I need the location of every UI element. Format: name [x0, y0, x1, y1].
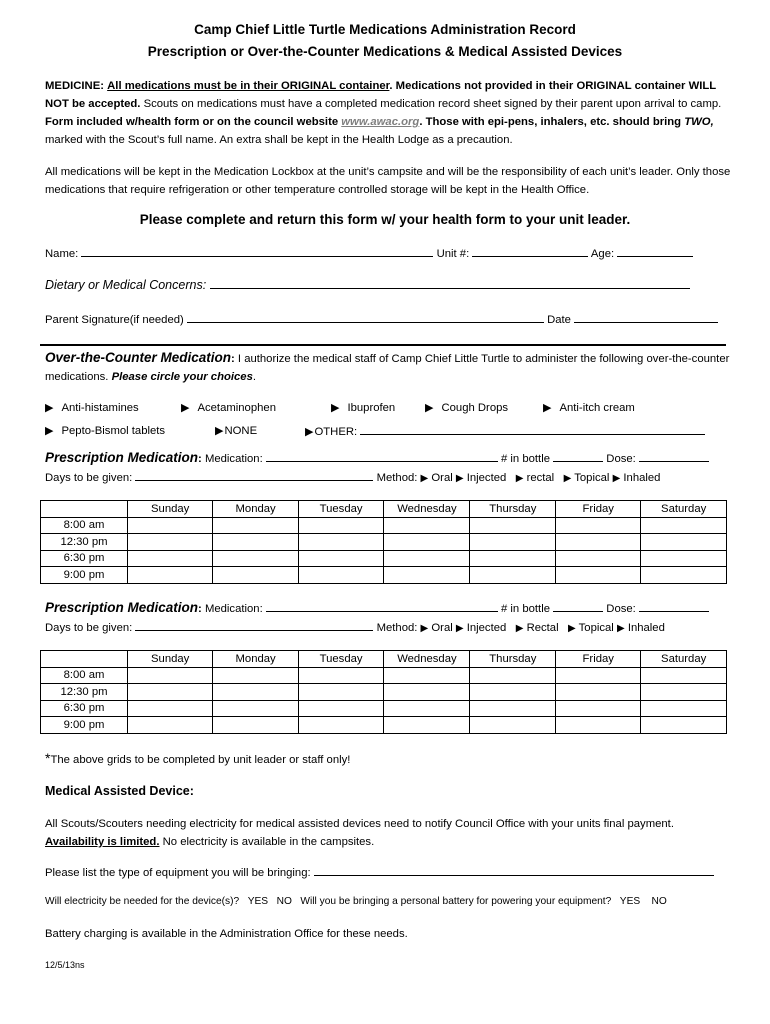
equipment-field[interactable] [314, 865, 714, 876]
footer-code: 12/5/13ns [45, 960, 85, 970]
otc-option-other[interactable] [305, 424, 705, 438]
parent-signature-row [45, 311, 718, 329]
rx2-method-topical[interactable]: ▶ Topical [568, 622, 614, 634]
grid-day-header: Sunday [127, 651, 212, 668]
rx2-heading: Prescription Medication [45, 600, 199, 615]
grid-cell[interactable] [556, 517, 641, 534]
grid-day-header: Friday [556, 501, 641, 518]
otc-period: . [252, 371, 256, 383]
otc-paragraph [45, 349, 735, 386]
grid-cell[interactable] [213, 717, 298, 734]
grid-cell[interactable] [127, 550, 212, 567]
name-label: Name: [45, 248, 79, 260]
grid-day-header: Wednesday [384, 651, 470, 668]
grid-day-header: Wednesday [384, 501, 470, 518]
grid-cell[interactable] [127, 534, 212, 551]
rx1-method-inhaled[interactable]: ▶ Inhaled [612, 472, 661, 484]
arrow-right-icon: ▶ [45, 425, 54, 437]
grid-cell[interactable] [298, 517, 384, 534]
device-heading: Medical Assisted Device: [45, 784, 194, 798]
grid-cell[interactable] [298, 717, 384, 734]
otc-option-none[interactable] [215, 424, 257, 437]
rx2-days-field[interactable] [135, 620, 373, 631]
rx2-days-label: Days to be given: [45, 622, 133, 634]
rx1-method-topical[interactable]: ▶ Topical [563, 472, 610, 484]
grid-note-star: * [45, 750, 51, 766]
grid-cell[interactable] [127, 517, 212, 534]
rx2-medication-row: Prescription Medication: Medication: # in bottle Dose: [45, 599, 709, 618]
rx2-dose-field[interactable] [639, 601, 709, 612]
grid-time-label: 9:00 pm [41, 717, 128, 734]
grid-cell[interactable] [384, 700, 470, 717]
option-label: Anti-itch cream [559, 402, 635, 414]
battery-question: Will you be bringing a personal battery for powering your equipment? [300, 896, 612, 907]
grid-corner [41, 651, 128, 668]
grid-cell[interactable] [213, 684, 298, 701]
otc-option-cough-drops[interactable] [425, 401, 508, 414]
option-label: Anti-histamines [61, 402, 139, 414]
rx2-dose-label: Dose: [606, 603, 636, 615]
grid-time-label: 9:00 pm [41, 567, 128, 584]
grid-row [41, 667, 727, 684]
grid-cell[interactable] [641, 567, 727, 584]
grid-cell[interactable] [470, 667, 556, 684]
grid-row [41, 517, 727, 534]
epi-pens-text: . Those with epi-pens, inhalers, etc. should bring [419, 116, 685, 128]
medicine-label: MEDICINE: [45, 80, 104, 92]
grid-day-header: Saturday [641, 651, 727, 668]
rx1-medication-field[interactable] [266, 451, 498, 462]
grid-cell[interactable] [384, 567, 470, 584]
grid-day-header: Sunday [127, 501, 212, 518]
grid-day-header: Thursday [470, 501, 556, 518]
form-title: Camp Chief Little Turtle Medications Administration Record [194, 22, 576, 37]
rx1-days-field[interactable] [135, 470, 373, 481]
grid-row [41, 567, 727, 584]
rx2-medication-label: Medication: [204, 603, 263, 615]
grid-cell[interactable] [298, 667, 384, 684]
grid-day-header: Tuesday [298, 501, 384, 518]
medicine-paragraph [45, 77, 735, 149]
grid-corner [41, 501, 128, 518]
grid-day-header: Friday [556, 651, 641, 668]
grid-note-text: The above grids to be completed by unit leader or staff only! [50, 754, 351, 766]
availability-notice: Availability is limited. [45, 836, 160, 848]
grid-row [41, 684, 727, 701]
parent-signature-label: Parent Signature(if needed) [45, 314, 184, 326]
grid-cell[interactable] [127, 567, 212, 584]
grid-cell[interactable] [641, 684, 727, 701]
electricity-yes[interactable]: YES [247, 896, 269, 907]
rx2-bottle-field[interactable] [553, 601, 603, 612]
grid-cell[interactable] [470, 567, 556, 584]
form-subtitle: Prescription or Over-the-Counter Medications & Medical Assisted Devices [147, 44, 623, 59]
grid-cell[interactable] [470, 550, 556, 567]
rx1-medication-label: Medication: [204, 453, 263, 465]
age-label: Age: [590, 248, 615, 260]
dietary-row [45, 278, 690, 292]
grid-cell[interactable] [556, 700, 641, 717]
grid-time-label: 8:00 am [41, 517, 128, 534]
grid-cell[interactable] [641, 550, 727, 567]
option-label: OTHER: [314, 426, 358, 438]
device-text: All Scouts/Scouters needing electricity for medical assisted devices need to notify Council Office with your units final payment. [45, 818, 674, 830]
not-provided-text: . Medications not provided in their ORIGINAL container WILL NOT be accepted. [45, 80, 716, 110]
grid-cell[interactable] [556, 717, 641, 734]
marked-text: marked with the Scout’s full name. An extra shall be kept in the Health Lodge as a precaution. [45, 134, 513, 146]
grid-cell[interactable] [641, 667, 727, 684]
date-field[interactable] [574, 312, 718, 323]
grid-cell[interactable] [556, 550, 641, 567]
return-instruction: Please complete and return this form w/ your health form to your unit leader. [139, 212, 631, 227]
form-included-text: Form included w/health form or on the council website [45, 116, 342, 128]
grid-cell[interactable] [213, 517, 298, 534]
grid-cell[interactable] [641, 534, 727, 551]
record-sheet-text: Scouts on medications must have a completed medication record sheet signed by their parent upon arrival to camp. [140, 98, 722, 110]
grid-cell[interactable] [556, 567, 641, 584]
name-field[interactable] [81, 246, 433, 257]
grid-cell[interactable] [556, 534, 641, 551]
rx1-method-label: Method: [376, 472, 418, 484]
grid-cell[interactable] [298, 700, 384, 717]
grid-cell[interactable] [213, 567, 298, 584]
rx1-method-injected[interactable]: ▶ Injected [455, 472, 507, 484]
age-field[interactable] [617, 246, 693, 257]
lockbox-paragraph: All medications will be kept in the Medication Lockbox at the unit’s campsite and will be the responsibility of each unit’s leader. Only those medications that require refrigeration or other temperature controlled storage will be kept in the Health Office. [45, 166, 731, 196]
grid-cell[interactable] [556, 667, 641, 684]
otc-option-pepto-bismol[interactable] [45, 424, 165, 437]
other-field[interactable] [360, 424, 705, 435]
arrow-right-icon: ▶ [45, 402, 54, 414]
no-electricity-text: No electricity is available in the campsites. [159, 836, 375, 848]
grid-row [41, 550, 727, 567]
option-label: Pepto-Bismol tablets [61, 425, 166, 437]
grid-note [45, 749, 350, 769]
grid-row [41, 700, 727, 717]
original-rule: All medications must be in their ORIGINAL container [107, 80, 390, 92]
grid-cell[interactable] [470, 700, 556, 717]
grid-cell[interactable] [470, 717, 556, 734]
arrow-right-icon: ▶ [181, 402, 190, 414]
otc-circle-instruction: Please circle your choices [111, 371, 253, 383]
rx1-bottle-label: # in bottle [501, 453, 550, 465]
grid-time-label: 6:30 pm [41, 550, 128, 567]
date-label: Date [547, 314, 571, 326]
rx1-medication-row: Prescription Medication: Medication: # in bottle Dose: [45, 449, 709, 468]
rx2-medication-field[interactable] [266, 601, 498, 612]
grid-cell[interactable] [556, 684, 641, 701]
unit-field[interactable] [472, 246, 588, 257]
rx2-bottle-label: # in bottle [501, 603, 550, 615]
grid-cell[interactable] [384, 517, 470, 534]
grid-cell[interactable] [298, 534, 384, 551]
rx2-days-row [45, 619, 665, 638]
grid-day-header: Tuesday [298, 651, 384, 668]
grid-day-header: Monday [213, 501, 298, 518]
grid-cell[interactable] [127, 700, 212, 717]
otc-option-ibuprofen[interactable] [331, 401, 395, 414]
otc-option-antihistamines[interactable] [45, 401, 139, 414]
rx1-dose-field[interactable] [639, 451, 709, 462]
grid-cell[interactable] [470, 534, 556, 551]
dietary-field[interactable] [210, 278, 690, 289]
grid-time-label: 6:30 pm [41, 700, 128, 717]
rx1-schedule-grid [40, 500, 727, 584]
grid-cell[interactable] [641, 717, 727, 734]
council-website-link[interactable]: www.awac.org [341, 116, 420, 128]
equipment-row [45, 864, 714, 882]
rx1-bottle-field[interactable] [553, 451, 603, 462]
grid-cell[interactable] [384, 717, 470, 734]
two-text: TWO, [684, 116, 714, 128]
arrow-right-icon: ▶ [331, 402, 340, 414]
rx2-method-label: Method: [376, 622, 418, 634]
grid-day-header: Monday [213, 651, 298, 668]
grid-cell[interactable] [127, 667, 212, 684]
arrow-right-icon: ▶ [305, 426, 314, 438]
battery-charging-note: Battery charging is available in the Administration Office for these needs. [45, 928, 408, 940]
otc-option-acetaminophen[interactable] [181, 401, 276, 414]
rx1-heading: Prescription Medication [45, 450, 199, 465]
grid-time-label: 8:00 am [41, 667, 128, 684]
grid-cell[interactable] [127, 717, 212, 734]
option-label: NONE [224, 425, 258, 437]
battery-yes[interactable]: YES [619, 896, 641, 907]
grid-cell[interactable] [641, 700, 727, 717]
arrow-right-icon: ▶ [425, 402, 434, 414]
rx1-days-label: Days to be given: [45, 472, 133, 484]
rx1-dose-label: Dose: [606, 453, 636, 465]
arrow-right-icon: ▶ [543, 402, 552, 414]
battery-no[interactable]: NO [651, 896, 667, 907]
rx2-method-oral[interactable]: ▶ Oral [420, 622, 453, 634]
unit-label: Unit #: [436, 248, 470, 260]
grid-time-label: 12:30 pm [41, 684, 128, 701]
section-divider [40, 344, 726, 346]
arrow-right-icon: ▶ [215, 425, 224, 437]
option-label: Ibuprofen [347, 402, 396, 414]
grid-cell[interactable] [298, 550, 384, 567]
grid-cell[interactable] [384, 534, 470, 551]
equipment-label: Please list the type of equipment you will be bringing: [45, 867, 311, 879]
grid-row [41, 717, 727, 734]
electricity-question: Will electricity be needed for the device(s)? [45, 896, 240, 907]
grid-cell[interactable] [213, 534, 298, 551]
electricity-no[interactable]: NO [276, 896, 292, 907]
parent-signature-field[interactable] [187, 312, 544, 323]
rx1-method-oral[interactable]: ▶ Oral [420, 472, 453, 484]
name-row [45, 245, 693, 263]
device-paragraph [45, 815, 735, 851]
grid-cell[interactable] [213, 700, 298, 717]
grid-cell[interactable] [384, 667, 470, 684]
grid-cell[interactable] [470, 684, 556, 701]
grid-cell[interactable] [384, 550, 470, 567]
dietary-label: Dietary or Medical Concerns: [45, 278, 207, 292]
grid-cell[interactable] [213, 667, 298, 684]
grid-row [41, 534, 727, 551]
electricity-row [45, 896, 667, 907]
grid-cell[interactable] [641, 517, 727, 534]
otc-authorization: I authorize the medical staff of Camp Chief Little Turtle to administer the following over-the-counter medications. [45, 353, 730, 383]
otc-colon: : [231, 353, 235, 365]
option-label: Cough Drops [441, 402, 509, 414]
grid-time-label: 12:30 pm [41, 534, 128, 551]
grid-cell[interactable] [127, 684, 212, 701]
grid-cell[interactable] [298, 684, 384, 701]
rx2-method-injected[interactable]: ▶ Injected [455, 622, 507, 634]
otc-heading: Over-the-Counter Medication [45, 350, 232, 365]
grid-day-header: Saturday [641, 501, 727, 518]
rx2-method-inhaled[interactable]: ▶ Inhaled [616, 622, 665, 634]
rx1-days-row [45, 469, 660, 488]
rx2-schedule-grid [40, 650, 727, 734]
grid-cell[interactable] [298, 567, 384, 584]
grid-cell[interactable] [384, 684, 470, 701]
grid-cell[interactable] [213, 550, 298, 567]
grid-cell[interactable] [470, 517, 556, 534]
rx1-method-rectal[interactable]: ▶ rectal [515, 472, 555, 484]
otc-option-anti-itch[interactable] [543, 401, 635, 414]
grid-day-header: Thursday [470, 651, 556, 668]
rx2-method-rectal[interactable]: ▶ Rectal [515, 622, 559, 634]
option-label: Acetaminophen [197, 402, 276, 414]
